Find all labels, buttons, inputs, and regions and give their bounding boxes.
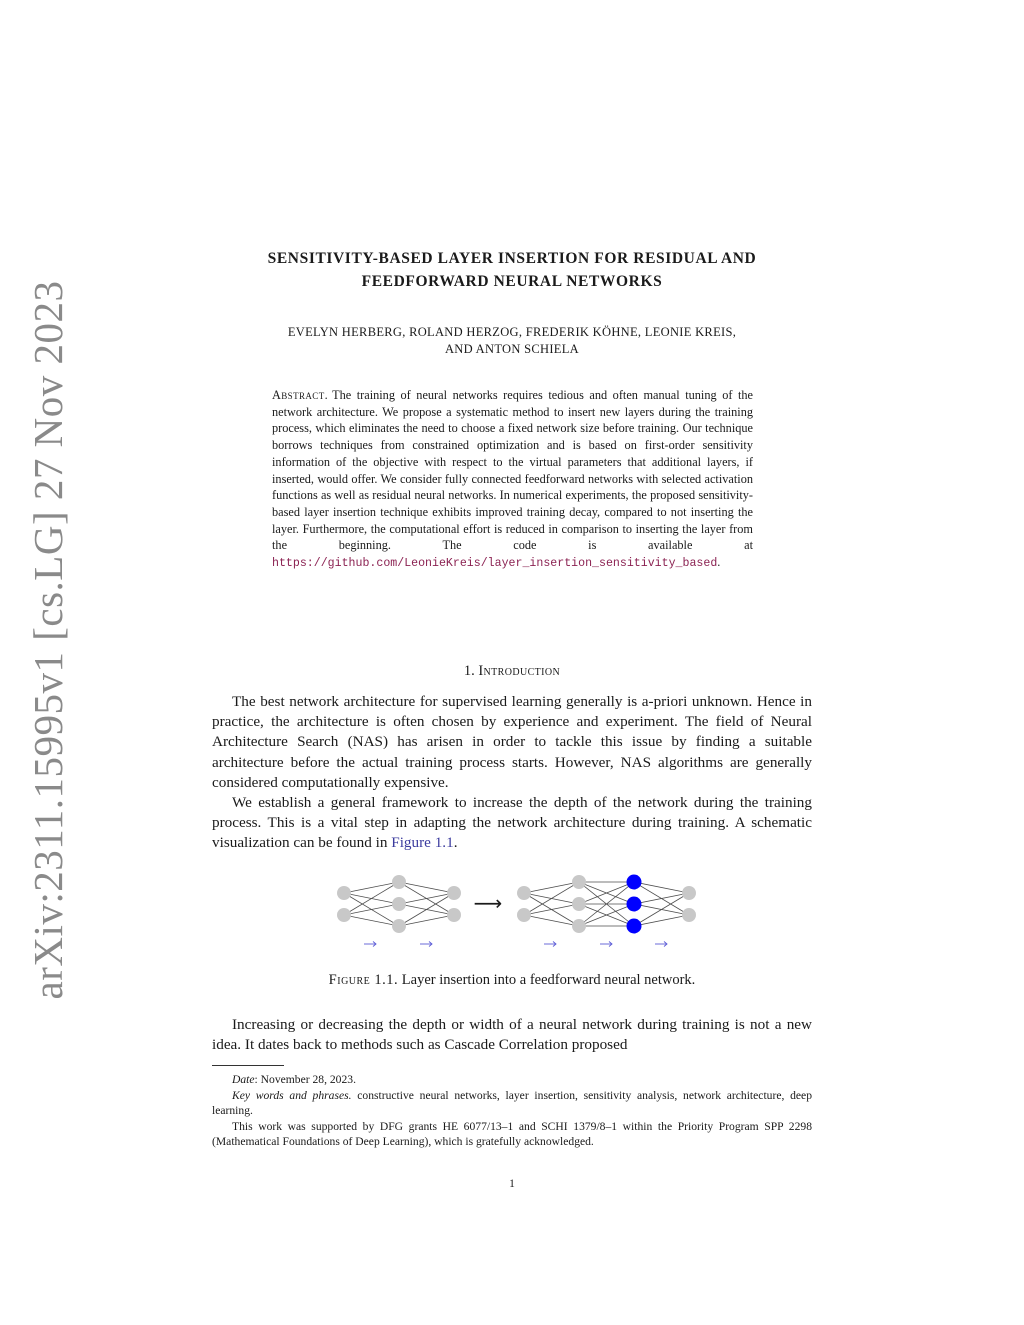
paper-title [150, 247, 874, 293]
section-name: Introduction [478, 663, 561, 679]
keywords-value: constructive neural networks, layer insertion, sensitivity analysis, network architecture, deep learning. [212, 1088, 812, 1118]
abstract-text: The training of neural networks requires tedious and often manual tuning of the network architecture. We propose a systematic method to insert new layers during the training process, which eliminates the need to choose a fixed network size before training. Our technique borrows techniques from constrained optimization and is based on first-order sensitivity information of the objective with respect to the virtual parameters that additional layers, if inserted, would offer. We consider fully connected feedforward networks with selected activation functions as well as residual neural networks. In numerical experiments, the proposed sensitivity-based layer insertion technique exhibits improved training decay, compared to not inserting the layer. Furthermore, the computational effort is reduced in comparison to inserting the layer from the beginning. The code is available at [272, 388, 753, 553]
caption-text: Layer insertion into a feedforward neural network. [401, 972, 696, 988]
paragraph-text: We establish a general framework to increase the depth of the network during the training process. This is a vital step in adapting the network architecture during training. A schematic visualization can be found in [212, 794, 812, 852]
figure-label: Figure 1.1. [328, 972, 399, 988]
figure-network-diagram [320, 868, 710, 958]
abstract-end: . [717, 555, 721, 570]
network-before [337, 875, 461, 947]
intro-paragraph-2 [212, 793, 812, 854]
abstract [272, 387, 753, 573]
authors-line-1: EVELYN HERBERG, ROLAND HERZOG, FREDERIK KÖHNE, LEONIE KREIS, [287, 325, 737, 339]
date-value: : November 28, 2023. [254, 1073, 356, 1086]
nodes-before [337, 875, 461, 933]
title-line-2: FEEDFORWARD NEURAL NETWORKS [361, 273, 663, 290]
paragraph-text: Increasing or decreasing the depth or width of a neural network during training is not a new idea. It dates back to methods such as Cascade Correlation proposed [212, 1016, 812, 1054]
authors-line-2: AND ANTON SCHIELA [444, 342, 580, 356]
footnote-divider [212, 1065, 284, 1066]
network-after [517, 875, 696, 947]
footnote-keywords [212, 1088, 812, 1119]
paragraph-text-with-ref [212, 793, 812, 854]
page-number: 1 [509, 1178, 515, 1190]
keywords-label: Key words and phrases. [232, 1088, 352, 1102]
paragraph-end: . [453, 834, 458, 852]
transition-arrow: ⟶ [473, 891, 503, 915]
abstract-label: Abstract. [272, 388, 329, 402]
figure-caption [150, 972, 874, 989]
footnote-funding: This work was supported by DFG grants HE 6077/13–1 and SCHI 1379/8–1 within the Priority Program SPP 2298 (Mathematical Foundations of Deep Learning), which is gratefully acknowledged. [212, 1119, 812, 1149]
figure-reference-link[interactable]: Figure 1.1 [391, 834, 454, 852]
flow-arrows-before [364, 942, 432, 947]
footnote-date [212, 1072, 812, 1088]
intro-paragraph-3 [212, 1015, 812, 1055]
code-repository-link[interactable]: https://github.com/LeonieKreis/layer_insertion_sensitivity_based [272, 557, 718, 571]
intro-paragraph-1 [212, 692, 812, 793]
inserted-layer-nodes [627, 875, 642, 934]
footnotes [212, 1072, 812, 1150]
date-label: Date [232, 1073, 255, 1086]
arxiv-side-stamp: arXiv:2311.15995v1 [cs.LG] 27 Nov 2023 [25, 280, 71, 1000]
title-line-1: SENSITIVITY-BASED LAYER INSERTION FOR RESIDUAL AND [267, 250, 757, 267]
section-heading-introduction [150, 663, 874, 680]
paragraph-text: The best network architecture for supervised learning generally is a-priori unknown. Hence in practice, the architecture is often chosen by experience and experiment. The field of Neural Architecture Search (NAS) has arisen in order to tackle this issue by finding a suitable architecture before the actual training process starts. However, NAS algorithms are generally considered computationally expensive. [212, 693, 812, 791]
flow-arrows-after [544, 942, 667, 947]
author-list [150, 324, 874, 358]
section-number: 1. [463, 663, 475, 679]
edges-after [524, 882, 689, 926]
